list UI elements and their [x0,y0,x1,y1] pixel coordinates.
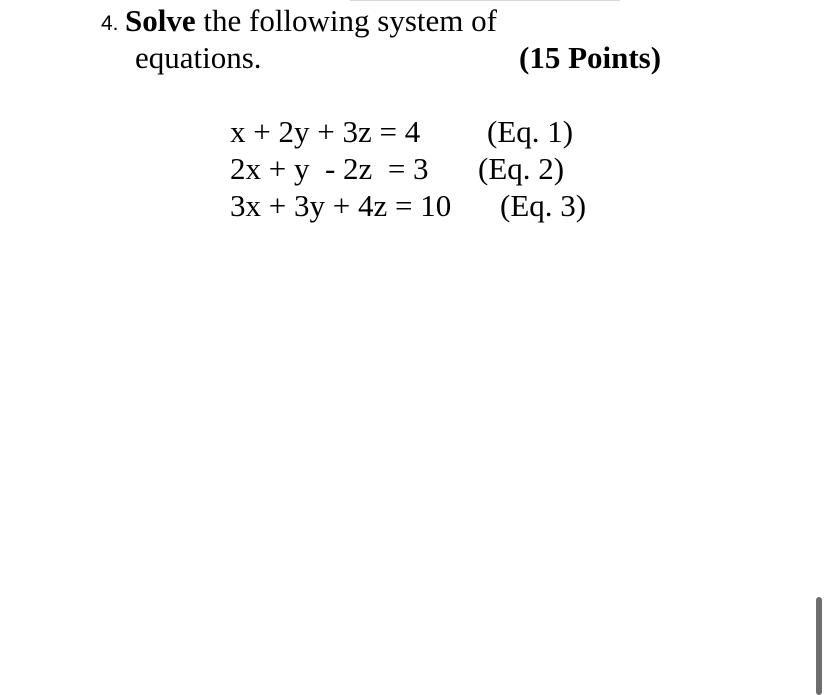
equation-1-label: (Eq. 1) [487,114,574,149]
question-verb: Solve [125,3,196,38]
equation-3: 3x + 3y + 4z = 10 [230,188,452,223]
question-number: 4. [101,12,119,35]
question-text-line-2: equations. [135,40,262,75]
equation-2-label: (Eq. 2) [478,151,565,186]
question-text-rest: the following system of [195,3,497,38]
equation-2: 2x + y - 2z = 3 [230,151,429,186]
equation-1: x + 2y + 3z = 4 [230,114,421,149]
question-points: (15 Points) [519,40,662,75]
vertical-scrollbar-thumb[interactable] [816,597,822,695]
equation-3-label: (Eq. 3) [500,188,587,223]
question-text-line-1 [125,2,497,40]
